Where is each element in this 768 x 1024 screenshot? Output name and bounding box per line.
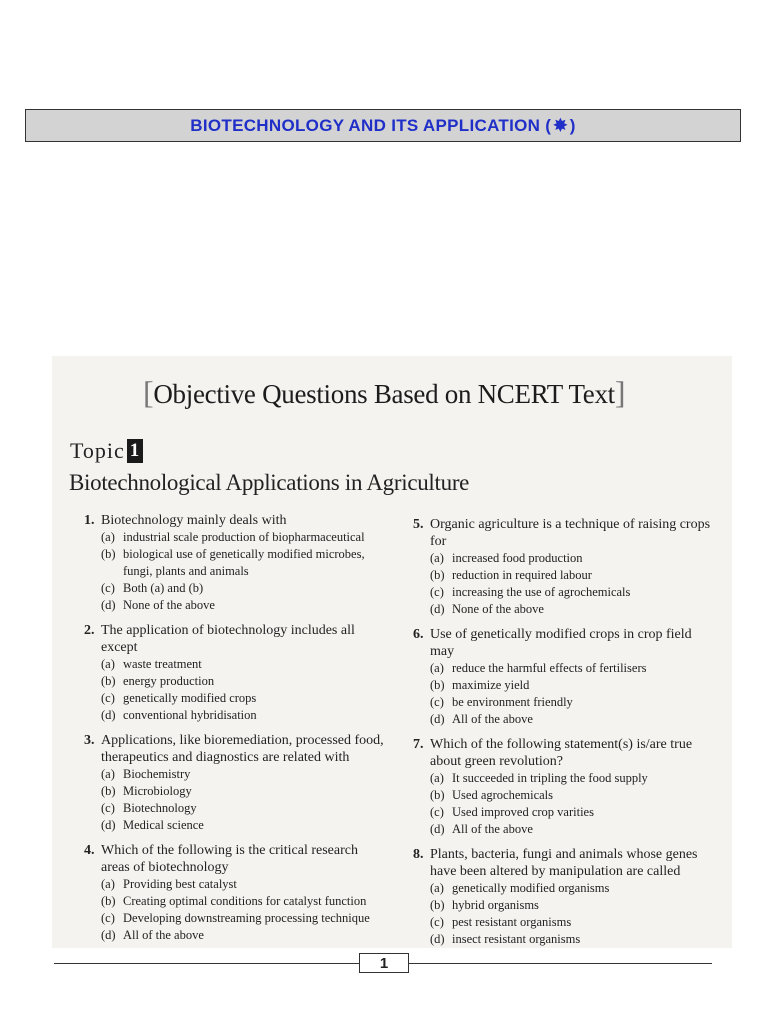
option-letter: (b) xyxy=(430,898,445,912)
option-letter: (c) xyxy=(101,801,115,815)
question-item xyxy=(413,736,718,838)
answer-option xyxy=(413,931,718,948)
answer-option xyxy=(84,690,386,707)
questions-left-column xyxy=(84,512,386,952)
question-number: 1. xyxy=(84,513,95,528)
question-item xyxy=(84,622,386,724)
answer-option xyxy=(84,927,386,944)
option-letter: (d) xyxy=(101,818,116,832)
question-item xyxy=(84,512,386,614)
answer-option xyxy=(84,766,386,783)
answer-option xyxy=(84,546,386,580)
topic-label: Topic xyxy=(70,438,125,463)
option-text: Providing best catalyst xyxy=(123,877,237,891)
close-bracket: ] xyxy=(614,374,626,410)
option-text: Microbiology xyxy=(123,784,192,798)
answer-option xyxy=(413,711,718,728)
answer-option xyxy=(84,817,386,834)
option-text: genetically modified crops xyxy=(123,691,257,705)
question-stem xyxy=(84,732,386,766)
topic-number-badge: 1 xyxy=(127,439,144,463)
option-text: Biochemistry xyxy=(123,767,191,781)
option-letter: (a) xyxy=(430,551,444,565)
answer-option xyxy=(84,580,386,597)
question-stem xyxy=(84,842,386,876)
option-text: increasing the use of agrochemicals xyxy=(452,585,631,599)
answer-option xyxy=(84,597,386,614)
option-letter: (b) xyxy=(101,547,116,561)
option-letter: (a) xyxy=(101,767,115,781)
option-text: pest resistant organisms xyxy=(452,915,572,929)
question-item xyxy=(84,732,386,834)
option-letter: (b) xyxy=(101,894,116,908)
option-text: biological use of genetically modified microbes, fungi, plants and animals xyxy=(123,547,365,578)
answer-option xyxy=(413,770,718,787)
chapter-header-banner xyxy=(25,109,741,142)
option-letter: (d) xyxy=(430,712,445,726)
option-text: Both (a) and (b) xyxy=(123,581,204,595)
option-letter: (c) xyxy=(101,581,115,595)
question-number: 5. xyxy=(413,517,424,532)
option-text: All of the above xyxy=(123,928,204,942)
chapter-title-close: ) xyxy=(569,115,576,135)
option-text: Used agrochemicals xyxy=(452,788,554,802)
answer-option xyxy=(413,804,718,821)
answer-option xyxy=(413,821,718,838)
option-text: Creating optimal conditions for catalyst function xyxy=(123,894,367,908)
answer-option xyxy=(413,897,718,914)
option-text: waste treatment xyxy=(123,657,202,671)
option-letter: (a) xyxy=(101,530,115,544)
option-text: None of the above xyxy=(123,598,215,612)
answer-option xyxy=(84,910,386,927)
star-icon: ✸ xyxy=(553,115,568,135)
question-text: Biotechnology mainly deals with xyxy=(101,513,287,528)
option-text: energy production xyxy=(123,674,215,688)
question-item xyxy=(84,842,386,944)
question-text: Which of the following is the critical research areas of biotechnology xyxy=(101,843,358,875)
answer-option xyxy=(413,567,718,584)
option-text: Used improved crop varities xyxy=(452,805,594,819)
question-stem xyxy=(84,622,386,656)
answer-option xyxy=(413,914,718,931)
question-text: Organic agriculture is a technique of raising crops for xyxy=(430,517,711,549)
option-text: be environment friendly xyxy=(452,695,573,709)
questions-right-column xyxy=(413,516,718,956)
option-letter: (c) xyxy=(430,585,444,599)
question-number: 7. xyxy=(413,737,424,752)
page-number: 1 xyxy=(359,953,409,973)
option-letter: (b) xyxy=(430,788,445,802)
option-text: None of the above xyxy=(452,602,544,616)
option-text: maximize yield xyxy=(452,678,530,692)
question-stem xyxy=(413,516,718,550)
option-text: reduce the harmful effects of fertilisers xyxy=(452,661,647,675)
option-text: genetically modified organisms xyxy=(452,881,610,895)
answer-option xyxy=(84,529,386,546)
answer-option xyxy=(413,601,718,618)
answer-option xyxy=(413,694,718,711)
option-letter: (c) xyxy=(430,915,444,929)
option-letter: (d) xyxy=(101,928,116,942)
option-text: reduction in required labour xyxy=(452,568,592,582)
option-letter: (a) xyxy=(430,771,444,785)
answer-option xyxy=(84,783,386,800)
option-letter: (a) xyxy=(430,881,444,895)
option-letter: (b) xyxy=(430,678,445,692)
question-stem xyxy=(413,736,718,770)
option-text: Biotechnology xyxy=(123,801,197,815)
question-stem xyxy=(413,626,718,660)
option-text: industrial scale production of biopharmaceutical xyxy=(123,530,365,544)
answer-option xyxy=(84,876,386,893)
section-title-text: Objective Questions Based on NCERT Text xyxy=(153,379,615,409)
option-text: All of the above xyxy=(452,822,533,836)
option-letter: (b) xyxy=(101,784,116,798)
answer-option xyxy=(84,893,386,910)
answer-option xyxy=(84,673,386,690)
option-text: increased food production xyxy=(452,551,583,565)
answer-option xyxy=(413,550,718,567)
question-number: 2. xyxy=(84,623,95,638)
option-letter: (b) xyxy=(430,568,445,582)
question-number: 6. xyxy=(413,627,424,642)
option-letter: (c) xyxy=(101,691,115,705)
option-letter: (d) xyxy=(101,708,116,722)
answer-option xyxy=(84,656,386,673)
option-letter: (a) xyxy=(101,657,115,671)
option-letter: (c) xyxy=(101,911,115,925)
option-text: insect resistant organisms xyxy=(452,932,581,946)
question-item xyxy=(413,516,718,618)
option-letter: (a) xyxy=(430,661,444,675)
question-text: The application of biotechnology includes all except xyxy=(101,623,355,655)
answer-option xyxy=(413,787,718,804)
answer-option xyxy=(84,707,386,724)
answer-option xyxy=(413,584,718,601)
option-text: All of the above xyxy=(452,712,533,726)
chapter-title: BIOTECHNOLOGY AND ITS APPLICATION ( xyxy=(190,115,552,135)
option-letter: (c) xyxy=(430,805,444,819)
question-text: Which of the following statement(s) is/are true about green revolution? xyxy=(430,737,693,769)
option-letter: (a) xyxy=(101,877,115,891)
option-letter: (d) xyxy=(430,932,445,946)
topic-label-row xyxy=(70,438,143,464)
answer-option xyxy=(413,880,718,897)
question-stem xyxy=(413,846,718,880)
option-text: hybrid organisms xyxy=(452,898,539,912)
question-stem xyxy=(84,512,386,529)
option-letter: (b) xyxy=(101,674,116,688)
question-item xyxy=(413,626,718,728)
question-text: Plants, bacteria, fungi and animals whose genes have been altered by manipulation are called xyxy=(430,847,698,879)
open-bracket: [ xyxy=(143,374,154,410)
question-text: Use of genetically modified crops in crop field may xyxy=(430,627,692,659)
question-item xyxy=(413,846,718,948)
option-text: It succeeded in tripling the food supply xyxy=(452,771,648,785)
answer-option xyxy=(413,677,718,694)
option-letter: (d) xyxy=(430,602,445,616)
option-letter: (d) xyxy=(430,822,445,836)
question-number: 8. xyxy=(413,847,424,862)
answer-option xyxy=(413,660,718,677)
option-text: Developing downstreaming processing technique xyxy=(123,911,370,925)
option-letter: (c) xyxy=(430,695,444,709)
question-number: 3. xyxy=(84,733,95,748)
option-text: Medical science xyxy=(123,818,204,832)
option-letter: (d) xyxy=(101,598,116,612)
question-number: 4. xyxy=(84,843,95,858)
section-title xyxy=(143,374,625,411)
topic-title: Biotechnological Applications in Agriculture xyxy=(69,470,470,495)
option-text: conventional hybridisation xyxy=(123,708,257,722)
answer-option xyxy=(84,800,386,817)
question-text: Applications, like bioremediation, processed food, therapeutics and diagnostics are related with xyxy=(101,733,384,765)
